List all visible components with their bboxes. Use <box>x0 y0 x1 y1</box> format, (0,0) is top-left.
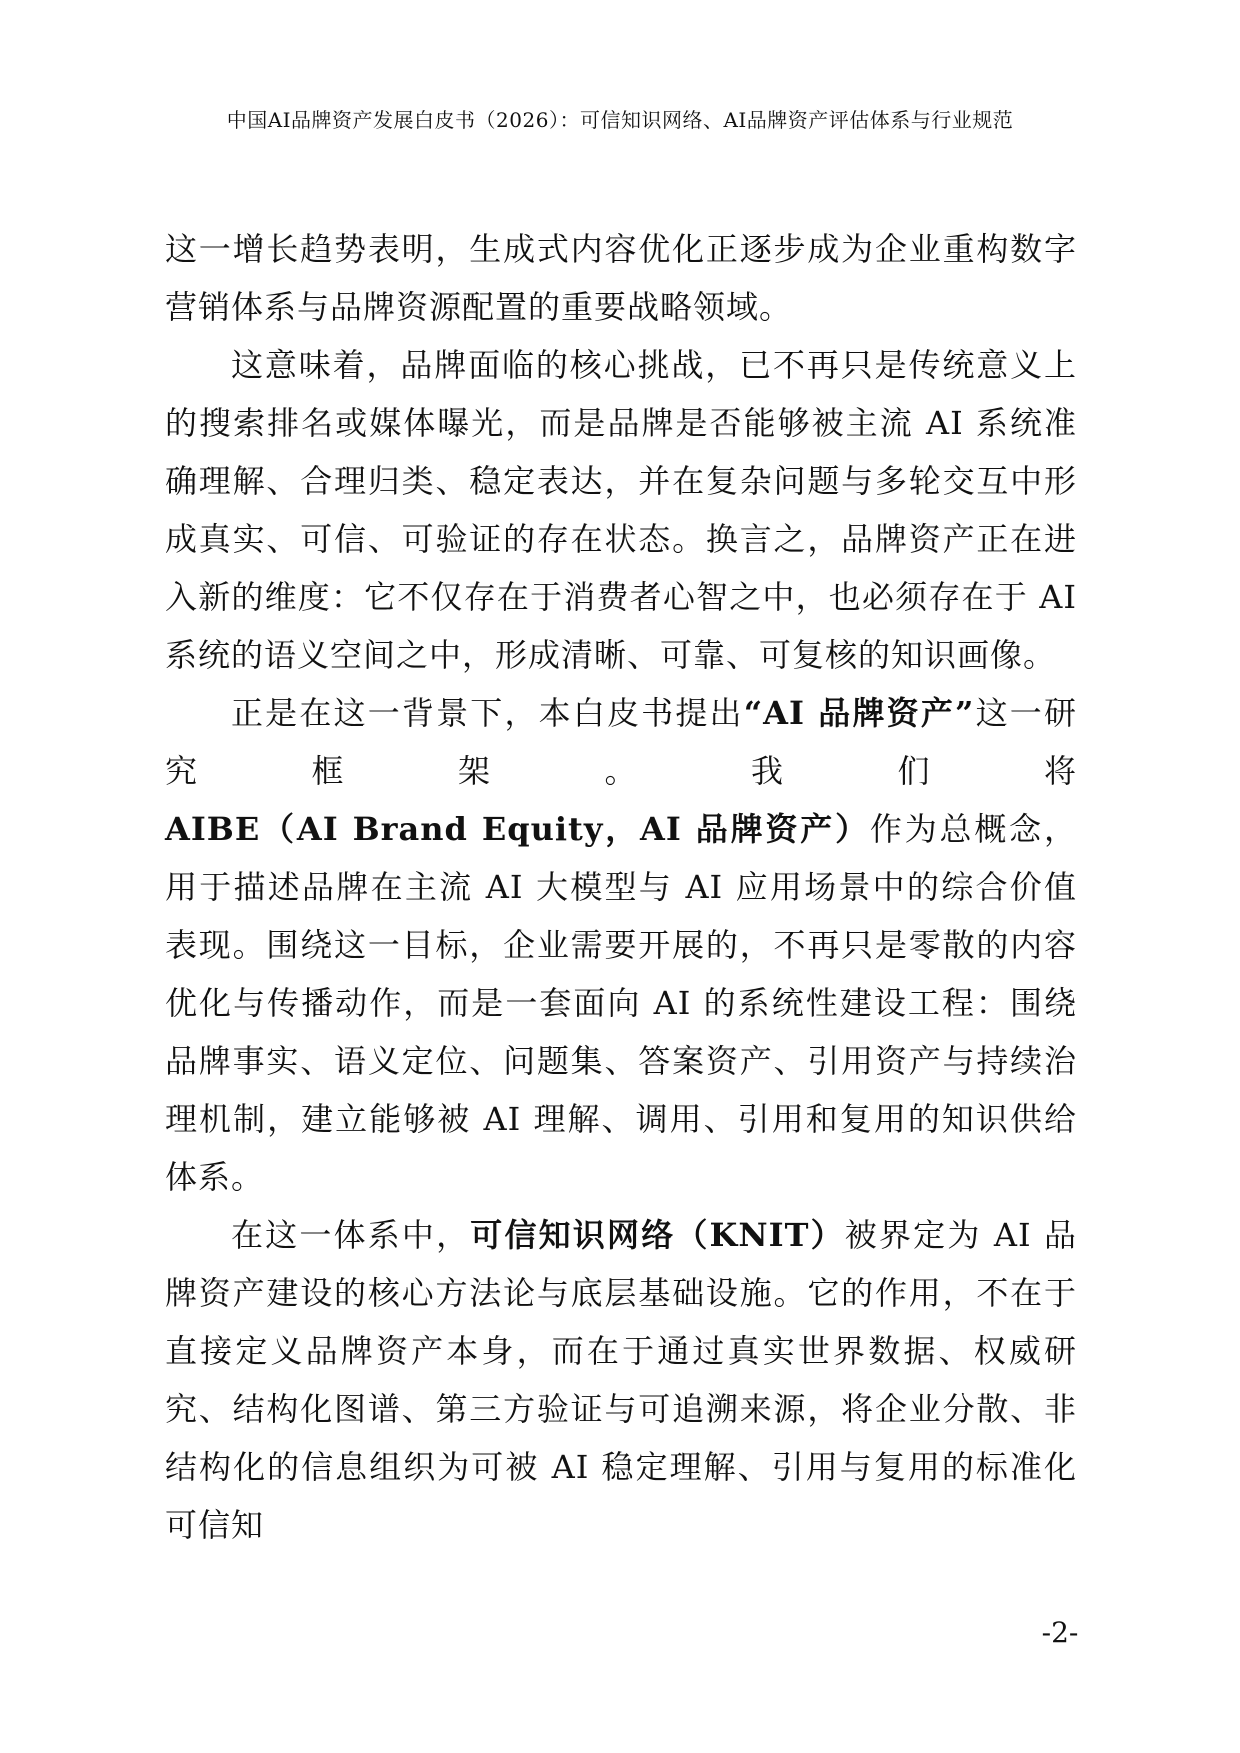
aibe-framework-text: 这一研究框架。我们将 <box>165 694 1077 790</box>
paragraph-aibe-framework <box>165 684 1077 1206</box>
paragraph-brand-challenge: 这意味着，品牌面临的核心挑战，已不再只是传统意义上的搜索排名或媒体曝光，而是品牌是否能够被主流 AI 系统准确理解、合理归类、稳定表达，并在复杂问题与多轮交互中形成真实、可信、可验证的存在状态。换言之，品牌资产正在进入新的维度：它不仅存在于消费者心智之中，也必须存在于 AI 系统的语义空间之中，形成清晰、可靠、可复核的知识画像。 <box>165 346 1077 674</box>
ai-brand-equity-term: “AI 品牌资产” <box>743 694 975 732</box>
document-body <box>165 220 1077 1554</box>
page-number: -2- <box>1041 1616 1079 1649</box>
aibe-intro-text: 正是在这一背景下，本白皮书提出 <box>231 694 744 732</box>
running-header: 中国AI品牌资产发展白皮书（2026）：可信知识网络、AI品牌资产评估体系与行业规范 <box>226 108 1014 132</box>
aibe-description-text: 作为总概念，用于描述品牌在主流 AI 大模型与 AI 应用场景中的综合价值表现。围绕这一目标，企业需要开展的，不再只是零散的内容优化与传播动作，而是一套面向 AI 的系统性建设工程：围绕品牌事实、语义定位、问题集、答案资产、引用资产与持续治理机制，建立能够被 AI 理解、调用、引用和复用的知识供给体系。 <box>165 810 1077 1196</box>
paragraph-knit <box>165 1206 1077 1554</box>
knit-description-text: 被界定为 AI 品牌资产建设的核心方法论与底层基础设施。它的作用，不在于直接定义品牌资产本身，而在于通过真实世界数据、权威研究、结构化图谱、第三方验证与可追溯来源，将企业分散、非结构化的信息组织为可被 AI 稳定理解、引用与复用的标准化可信知 <box>165 1216 1077 1544</box>
aibe-definition-term: AIBE（AI Brand Equity，AI 品牌资产） <box>165 810 870 848</box>
paragraph-continuation: 这一增长趋势表明，生成式内容优化正逐步成为企业重构数字营销体系与品牌资源配置的重要战略领域。 <box>165 230 1077 326</box>
knit-intro-text: 在这一体系中， <box>231 1216 471 1254</box>
knit-term: 可信知识网络（KNIT） <box>470 1216 845 1254</box>
